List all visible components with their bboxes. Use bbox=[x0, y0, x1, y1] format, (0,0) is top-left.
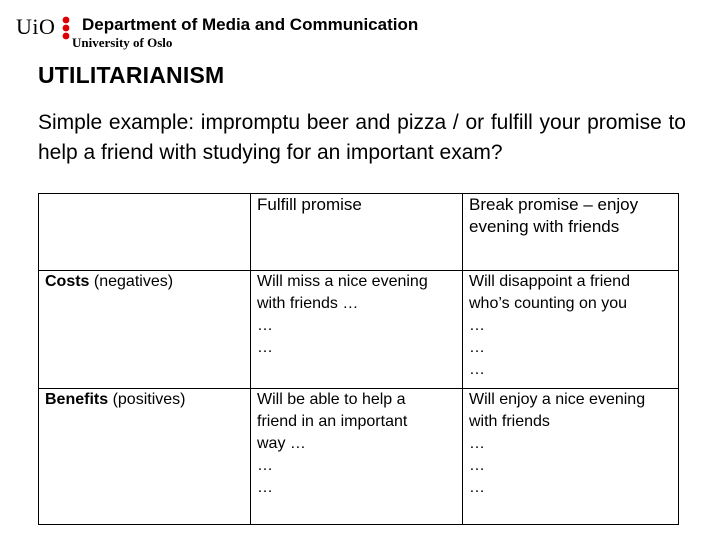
uio-logo-mark-icon bbox=[60, 16, 72, 40]
cell-line: way … bbox=[257, 435, 306, 452]
cell-line: Will be able to help a bbox=[257, 391, 406, 408]
header-empty-cell bbox=[39, 194, 251, 271]
benefits-label-bold: Benefits bbox=[45, 391, 109, 408]
uio-logo: UiO bbox=[16, 14, 56, 39]
cell-line: who’s counting on you bbox=[469, 295, 628, 312]
cell-line: Will enjoy a nice evening bbox=[469, 391, 646, 408]
cell-line: Will miss a nice evening bbox=[257, 273, 428, 290]
costs-label-rest: (negatives) bbox=[89, 273, 174, 290]
intro-text: Simple example: impromptu beer and pizza / or fulfill your promise to help a friend with studying for an important exam? bbox=[38, 111, 686, 164]
cell-line: … bbox=[469, 339, 485, 356]
benefits-break-cell bbox=[463, 389, 679, 525]
cell-line: with friends … bbox=[257, 295, 359, 312]
header-fulfill-promise: Fulfill promise bbox=[251, 194, 463, 271]
department-name: Department of Media and Communication bbox=[82, 15, 419, 34]
cell-line: … bbox=[469, 457, 485, 474]
cell-line: … bbox=[469, 435, 485, 452]
table-header-row bbox=[39, 194, 679, 271]
slide-title: UTILITARIANISM bbox=[38, 62, 225, 88]
cell-line: Will disappoint a friend bbox=[469, 273, 630, 290]
benefits-label-rest: (positives) bbox=[108, 391, 186, 408]
cell-line: … bbox=[257, 479, 273, 496]
cell-line: … bbox=[257, 317, 273, 334]
comparison-table bbox=[38, 193, 679, 525]
cell-line: with friends bbox=[469, 413, 550, 430]
university-name: University of Oslo bbox=[72, 35, 173, 50]
cell-line: … bbox=[469, 361, 485, 378]
cell-line: … bbox=[257, 339, 273, 356]
cell-line: … bbox=[257, 457, 273, 474]
cell-line: … bbox=[469, 317, 485, 334]
header-break-promise: Break promise – enjoy evening with friends bbox=[463, 194, 679, 271]
costs-fulfill-cell bbox=[251, 271, 463, 389]
costs-break-cell bbox=[463, 271, 679, 389]
cell-line: … bbox=[469, 479, 485, 496]
benefits-fulfill-cell bbox=[251, 389, 463, 525]
cell-line: friend in an important bbox=[257, 413, 408, 430]
table-row-benefits bbox=[39, 389, 679, 525]
costs-label-bold: Costs bbox=[45, 273, 90, 290]
benefits-label bbox=[39, 389, 251, 525]
costs-label bbox=[39, 271, 251, 389]
table-row-costs bbox=[39, 271, 679, 389]
